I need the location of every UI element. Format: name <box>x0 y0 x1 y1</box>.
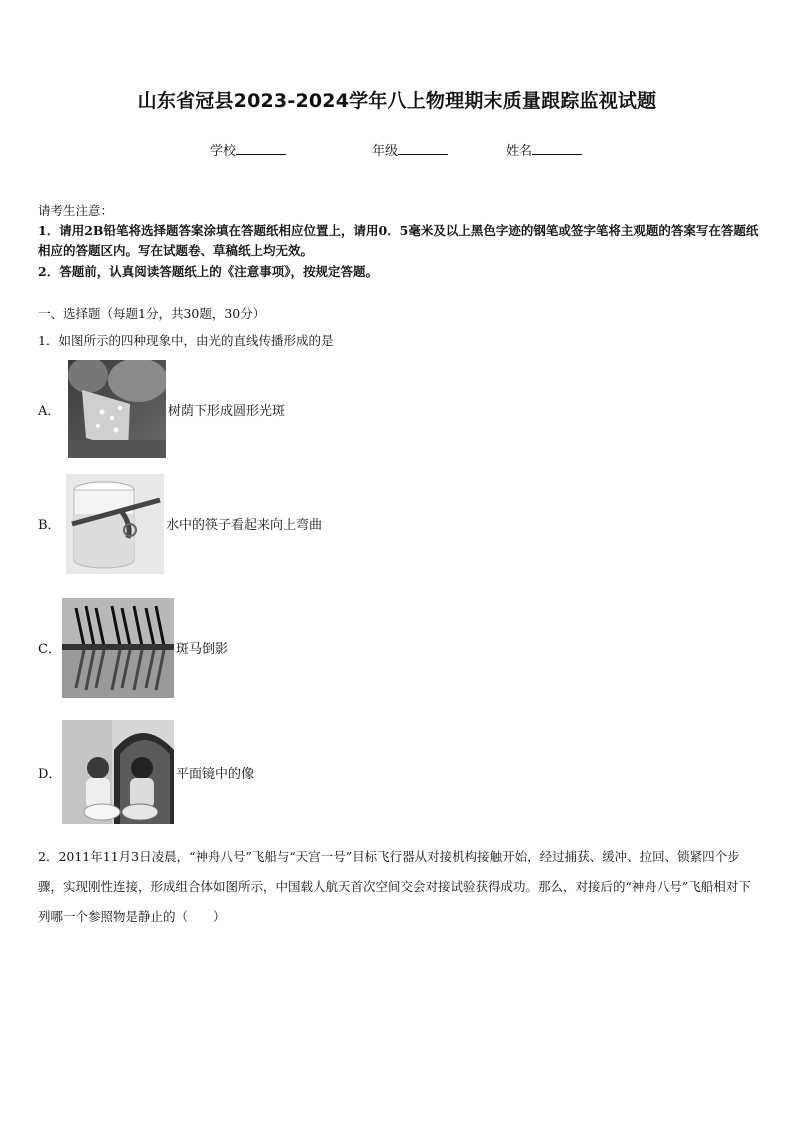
student-info-fields <box>0 140 794 160</box>
page-title: 山东省冠县2023-2024学年八上物理期末质量跟踪监视试题 <box>137 90 657 112</box>
grade-blank[interactable] <box>398 141 448 155</box>
grade-label: 年级 <box>372 144 399 159</box>
school-field <box>210 140 286 159</box>
option-a-text: 树荫下形成圆形光斑 <box>168 404 286 419</box>
option-b-letter: B． <box>38 518 61 533</box>
name-blank[interactable] <box>532 141 582 155</box>
name-label: 姓名 <box>506 144 533 159</box>
option-d-text: 平面镜中的像 <box>176 767 255 782</box>
notice-item-2: 2．答题前，认真阅读答题纸上的《注意事项》，按规定答题。 <box>38 264 378 279</box>
zebra-reflection-image <box>62 598 174 698</box>
school-label: 学校 <box>210 144 237 159</box>
section-title: 一、选择题（每题1分，共30题，30分） <box>38 306 266 321</box>
question-2-stem: 2．2011年11月3日凌晨，“神舟八号”飞船与“天宫一号”目标飞行器从对接机构接触开始，经过捕获、缓冲、拉回、锁紧四个步骤，实现刚性连接，形成组合体如图所示，中国载人航天首次空间交会对接试验获得成功。那么，对接后的“神舟八号”飞船相对下列哪一个参照物是静止的（ ） <box>38 849 751 924</box>
notice-item-1: 1．请用2B铅笔将选择题答案涂填在答题纸相应位置上，请用0．5毫米及以上黑色字迹的钢笔或签字笔将主观题的答案写在答题纸相应的答题区内。写在试题卷、草稿纸上均无效。 <box>38 223 759 258</box>
question-1-stem: 1．如图所示的四种现象中，由光的直线传播形成的是 <box>38 333 334 348</box>
plane-mirror-image <box>62 720 174 824</box>
school-blank[interactable] <box>236 141 286 155</box>
notice-heading: 请考生注意： <box>38 203 114 218</box>
tree-shade-image <box>68 360 166 458</box>
chopstick-in-water-image <box>66 474 164 574</box>
option-c-letter: C． <box>38 642 61 657</box>
option-a-letter: A． <box>38 404 61 419</box>
option-b-text: 水中的筷子看起来向上弯曲 <box>166 518 323 533</box>
option-c-text: 斑马倒影 <box>176 642 229 657</box>
name-field <box>506 140 582 159</box>
option-d-letter: D． <box>38 767 62 782</box>
grade-field <box>372 140 448 159</box>
